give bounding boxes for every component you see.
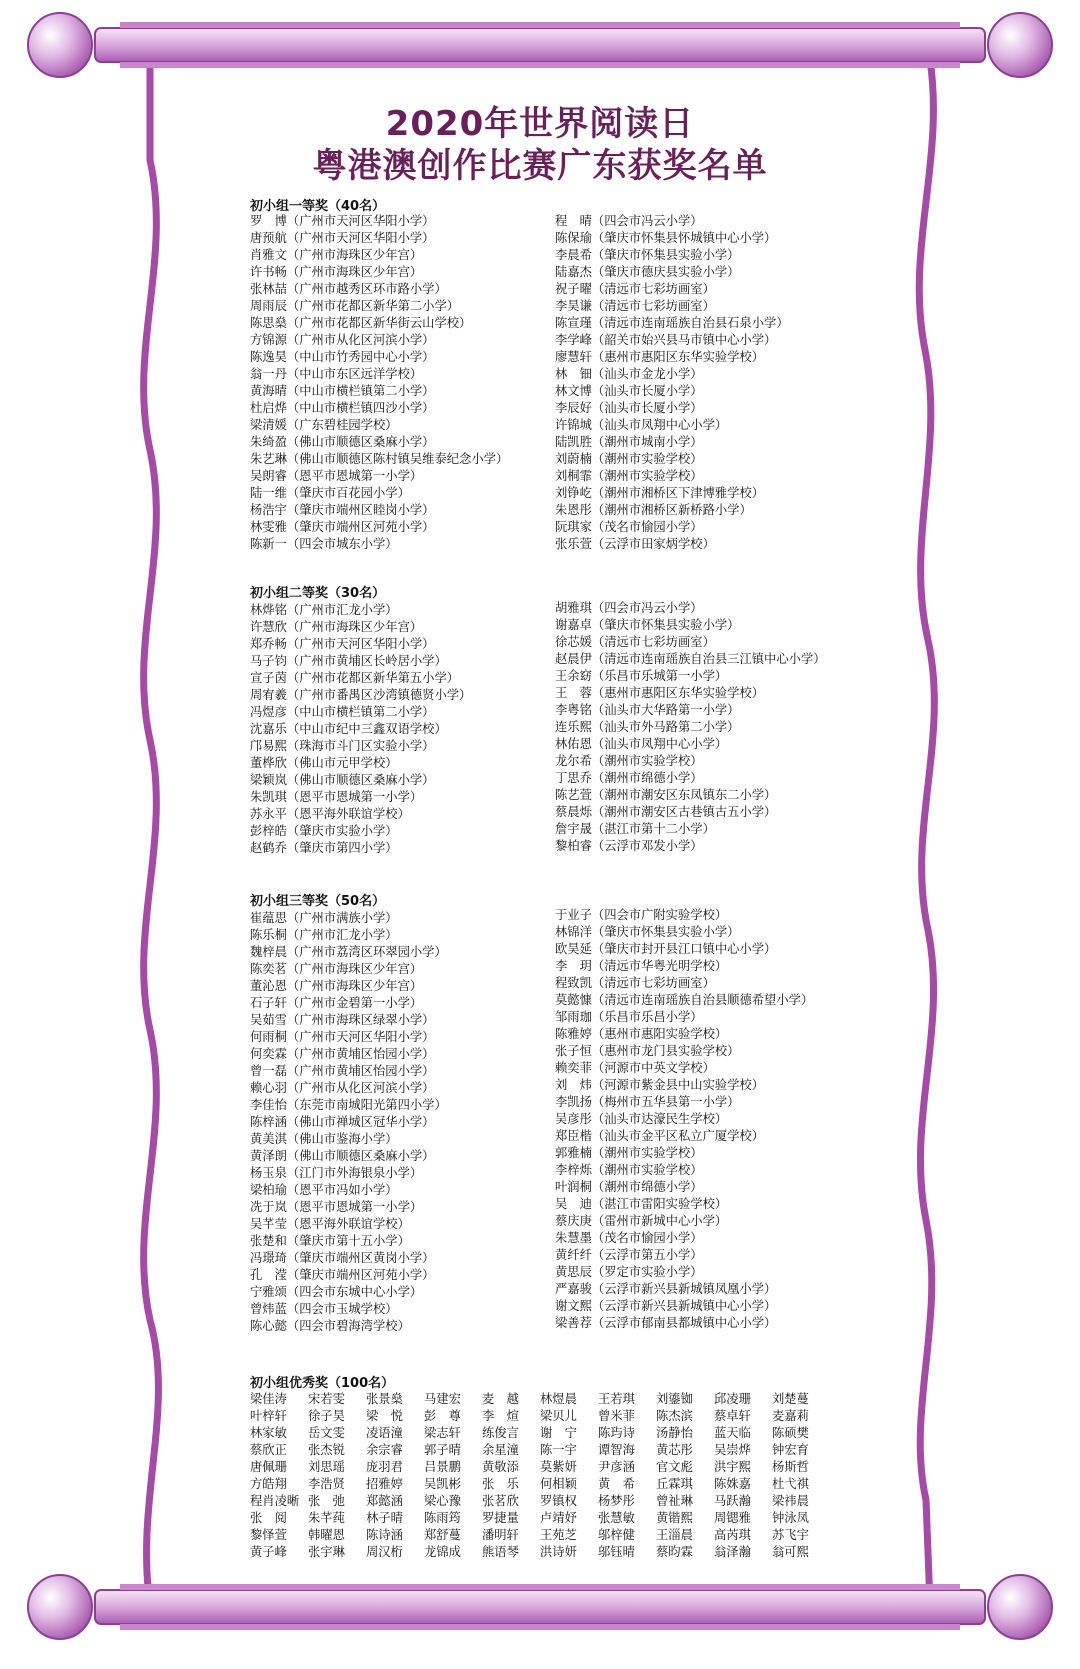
list-item: 庞羽君 <box>366 1460 403 1474</box>
list-item: 梁柏瑜（恩平市冯如小学） <box>250 1183 398 1197</box>
list-item: 周宥羲（广州市番禺区沙湾镇德贤小学） <box>250 688 472 702</box>
list-item: 陆嘉杰（肇庆市德庆县实验小学） <box>555 265 740 279</box>
list-item: 林煜晨 <box>540 1392 577 1406</box>
list-item: 凌语潼 <box>366 1426 403 1440</box>
list-item: 林子晴 <box>366 1511 403 1525</box>
list-item: 程 晴（四会市冯云小学） <box>555 214 703 228</box>
list-item: 林锦洋（肇庆市怀集县实验小学） <box>555 925 740 939</box>
list-item: 曾祉琳 <box>656 1494 693 1508</box>
list-item: 吴凯彬 <box>424 1477 461 1491</box>
list-item: 陈雅婷（惠州市惠阳实验学校） <box>555 1027 728 1041</box>
list-item: 程肖凌晰 <box>250 1494 300 1508</box>
list-item: 赵晨伊（清远市连南瑶族自治县三江镇中心小学） <box>555 652 826 666</box>
list-item: 朱慧墨（茂名市愉园小学） <box>555 1231 703 1245</box>
list-item: 刘思瑶 <box>308 1460 345 1474</box>
list-item: 魏梓晨（广州市荔湾区环翠园小学） <box>250 945 447 959</box>
list-item: 丁思乔（潮州市绵德小学） <box>555 771 703 785</box>
list-item: 张子恒（惠州市龙门县实验学校） <box>555 1044 740 1058</box>
list-item: 严嘉骏（云浮市新兴县新城镇凤凰小学） <box>555 1282 777 1296</box>
list-item: 唐佩珊 <box>250 1460 287 1474</box>
list-item: 陆凯胜（潮州市城南小学） <box>555 435 703 449</box>
list-item: 朱芊莼 <box>308 1511 345 1525</box>
list-item: 张宇琳 <box>308 1545 345 1559</box>
list-item: 陈乐桐（广州市汇龙小学） <box>250 928 398 942</box>
title-line-1: 2020年世界阅读日 <box>385 104 695 144</box>
list-item: 吴芊莹（恩平海外联谊学校） <box>250 1217 410 1231</box>
list-item: 刘铮屹（潮州市湘桥区下津博雅学校） <box>555 486 765 500</box>
list-item: 蔡欣正 <box>250 1443 287 1457</box>
list-item: 许书畅（广州市海珠区少年宫） <box>250 265 423 279</box>
list-item: 石子轩（广州市金碧第一小学） <box>250 996 423 1010</box>
list-item: 林 钿（汕头市金龙小学） <box>555 367 703 381</box>
list-item: 彭 尊 <box>424 1409 461 1423</box>
first-prize-left-column <box>250 213 508 553</box>
list-item: 官文彪 <box>656 1460 693 1474</box>
list-item: 冯璟琦（肇庆市端州区黄岗小学） <box>250 1251 435 1265</box>
list-item: 岳文雯 <box>308 1426 345 1440</box>
list-item: 赖心羽（广州市从化区河滨小学） <box>250 1081 435 1095</box>
list-item: 崔蕴思（广州市满族小学） <box>250 911 398 925</box>
list-item: 余星潼 <box>482 1443 519 1457</box>
list-item: 黄美淇（佛山市鉴海小学） <box>250 1132 398 1146</box>
list-item: 翁一丹（中山市东区远洋学校） <box>250 367 423 381</box>
list-item: 谢 宁 <box>540 1426 577 1440</box>
list-item: 韩曜恩 <box>308 1528 345 1542</box>
list-item: 谢嘉卓（肇庆市怀集县实验小学） <box>555 618 740 632</box>
list-item: 汤静怡 <box>656 1426 693 1440</box>
list-item: 邱凌珊 <box>714 1392 751 1406</box>
list-item: 李佳怡（东莞市南城阳光第四小学） <box>250 1098 447 1112</box>
list-item: 林雯雅（肇庆市端州区河苑小学） <box>250 520 435 534</box>
list-item: 钟宏育 <box>772 1443 809 1457</box>
list-item: 招雅婷 <box>366 1477 403 1491</box>
list-item: 梁心豫 <box>424 1494 461 1508</box>
section-third-prize-title: 初小组三等奖（50名） <box>250 894 386 909</box>
list-item: 王 蓉（惠州市惠阳区东华实验学校） <box>555 686 765 700</box>
list-item: 莫懿慷（清远市连南瑶族自治县顺德希望小学） <box>555 993 814 1007</box>
list-item: 詹宇晟（湛江市第十二小学） <box>555 822 715 836</box>
list-item: 胡雅琪（四会市冯云小学） <box>555 601 703 615</box>
list-item: 张景燊 <box>366 1392 403 1406</box>
list-item: 蔡昀霖 <box>656 1545 693 1559</box>
list-item: 吕景鹏 <box>424 1460 461 1474</box>
list-item: 邬钰晴 <box>598 1545 635 1559</box>
list-item: 黄 希 <box>598 1477 635 1491</box>
list-item: 余宗睿 <box>366 1443 403 1457</box>
list-item: 张杰锐 <box>308 1443 345 1457</box>
list-item: 练俊言 <box>482 1426 519 1440</box>
list-item: 宣子茵（广州市花都区新华第五小学） <box>250 671 460 685</box>
list-item: 郑臣楷（汕头市金平区私立广厦学校） <box>555 1129 765 1143</box>
list-item: 陈梓涵（佛山市禅城区冠华小学） <box>250 1115 435 1129</box>
list-item: 郭子晴 <box>424 1443 461 1457</box>
list-item: 陆一维（肇庆市百花园小学） <box>250 486 410 500</box>
list-item: 黎柏睿（云浮市邓发小学） <box>555 839 703 853</box>
list-item: 林家敏 <box>250 1426 287 1440</box>
list-item: 许慧欣（广州市海珠区少年宫） <box>250 620 423 634</box>
list-item: 邬梓健 <box>598 1528 635 1542</box>
list-item: 刘蔚楠（潮州市实验学校） <box>555 452 703 466</box>
first-prize-right-column <box>555 213 789 553</box>
section-excellence-title: 初小组优秀奖（100名） <box>250 1376 395 1391</box>
list-item: 朱艺琳（佛山市顺德区陈村镇吴维泰纪念小学） <box>250 452 509 466</box>
list-item: 欧昊延（肇庆市封开县江口镇中心小学） <box>555 942 777 956</box>
list-item: 王苑芝 <box>540 1528 577 1542</box>
title-line-2: 粤港澳创作比赛广东获奖名单 <box>312 146 768 186</box>
list-item: 黄芯彤 <box>656 1443 693 1457</box>
list-item: 陈思燊（广州市花都区新华街云山学校） <box>250 316 472 330</box>
list-item: 陈雨筠 <box>424 1511 461 1525</box>
list-item: 梁佳涛 <box>250 1392 287 1406</box>
list-item: 梁清媛（广东碧桂园学校） <box>250 418 398 432</box>
list-item: 李梓烁（潮州市实验学校） <box>555 1163 703 1177</box>
list-item: 吴崇烨 <box>714 1443 751 1457</box>
list-item: 蔡卓轩 <box>714 1409 751 1423</box>
list-item: 程致凯（清远市七彩坊画室） <box>555 976 715 990</box>
list-item: 李昊谦（清远市七彩坊画室） <box>555 299 715 313</box>
list-item: 曾炜蓝（四会市玉城学校） <box>250 1302 398 1316</box>
list-item: 曾米菲 <box>598 1409 635 1423</box>
list-item: 黄泽朗（佛山市顺德区桑麻小学） <box>250 1149 435 1163</box>
list-item: 黄思辰（罗定市实验小学） <box>555 1265 703 1279</box>
list-item: 黄海晴（中山市横栏镇第二小学） <box>250 384 435 398</box>
list-item: 杨斯哲 <box>772 1460 809 1474</box>
list-item: 王余窈（乐昌市乐城第一小学） <box>555 669 728 683</box>
list-item: 尹彦涵 <box>598 1460 635 1474</box>
list-item: 陈宣瑾（清远市连南瑶族自治县石泉小学） <box>555 316 789 330</box>
list-item: 谭智海 <box>598 1443 635 1457</box>
list-item: 黄锴熙 <box>656 1511 693 1525</box>
list-item: 陈保瑜（肇庆市怀集县怀城镇中心小学） <box>555 231 777 245</box>
list-item: 丘霖琪 <box>656 1477 693 1491</box>
list-item: 苏飞宇 <box>772 1528 809 1542</box>
list-item: 卢靖妤 <box>540 1511 577 1525</box>
list-item: 苏永平（恩平海外联谊学校） <box>250 807 410 821</box>
list-item: 刘楚蔓 <box>772 1392 809 1406</box>
list-item: 陈杰滨 <box>656 1409 693 1423</box>
list-item: 陈一宇 <box>540 1443 577 1457</box>
list-item: 张楚和（肇庆市第十五小学） <box>250 1234 410 1248</box>
list-item: 陈奕茗（广州市海珠区少年宫） <box>250 962 423 976</box>
list-item: 罗 博（广州市天河区华阳小学） <box>250 214 435 228</box>
list-item: 郑乔畅（广州市天河区华阳小学） <box>250 637 435 651</box>
list-item: 李 玥（清远市华粤光明学校） <box>555 959 728 973</box>
list-item: 李浩贤 <box>308 1477 345 1491</box>
list-item: 林烨铭（广州市汇龙小学） <box>250 603 398 617</box>
list-item: 洪宇熙 <box>714 1460 751 1474</box>
list-item: 陈新一（四会市城东小学） <box>250 537 398 551</box>
list-item: 陈玙诗 <box>598 1426 635 1440</box>
list-item: 赖奕菲（河源市中英文学校） <box>555 1061 715 1075</box>
list-item: 高芮琪 <box>714 1528 751 1542</box>
list-item: 钟泳凤 <box>772 1511 809 1525</box>
list-item: 周锶雅 <box>714 1511 751 1525</box>
list-item: 徐芯媛（清远市七彩坊画室） <box>555 635 715 649</box>
list-item: 何雨桐（广州市天河区华阳小学） <box>250 1030 435 1044</box>
list-item: 蓝天临 <box>714 1426 751 1440</box>
list-item: 陈硕樊 <box>772 1426 809 1440</box>
list-item: 彭梓皓（肇庆市实验小学） <box>250 824 398 838</box>
list-item: 黎怿萱 <box>250 1528 287 1542</box>
list-item: 杨浩宇（肇庆市端州区睦岗小学） <box>250 503 435 517</box>
list-item: 何奕霖（广州市黄埔区怡园小学） <box>250 1047 435 1061</box>
list-item: 刘 炜（河源市紫金县中山实验学校） <box>555 1078 765 1092</box>
list-item: 叶润桐（潮州市绵德小学） <box>555 1180 703 1194</box>
list-item: 李凯扬（梅州市五华县第一小学） <box>555 1095 740 1109</box>
list-item: 董桦欣（佛山市元甲学校） <box>250 756 398 770</box>
list-item: 陈姝嘉 <box>714 1477 751 1491</box>
list-item: 马建宏 <box>424 1392 461 1406</box>
list-item: 郑懿涵 <box>366 1494 403 1508</box>
list-item: 翁泽瀚 <box>714 1545 751 1559</box>
list-item: 连乐熙（汕头市外马路第二小学） <box>555 720 740 734</box>
list-item: 吴茹雪（广州市海珠区绿翠小学） <box>250 1013 435 1027</box>
list-item: 张 弛 <box>308 1494 345 1508</box>
third-prize-left-column <box>250 910 447 1335</box>
list-item: 董沁恩（广州市海珠区少年宫） <box>250 979 423 993</box>
list-item: 黄敬添 <box>482 1460 519 1474</box>
list-item: 朱恩彤（潮州市湘桥区新桥路小学） <box>555 503 752 517</box>
second-prize-right-column <box>555 600 826 855</box>
list-item: 梁 悦 <box>366 1409 403 1423</box>
list-item: 陈心懿（四会市碧海湾学校） <box>250 1319 410 1333</box>
list-item: 沈嘉乐（中山市纪中三鑫双语学校） <box>250 722 447 736</box>
list-item: 郑舒蔓 <box>424 1528 461 1542</box>
list-item: 杨梦彤 <box>598 1494 635 1508</box>
third-prize-right-column <box>555 907 813 1332</box>
list-item: 徐子昊 <box>308 1409 345 1423</box>
section-second-prize-title: 初小组二等奖（30名） <box>250 586 386 601</box>
list-item: 赵鹤乔（肇庆市第四小学） <box>250 841 398 855</box>
list-item: 周汉桁 <box>366 1545 403 1559</box>
list-item: 蔡庆庚（雷州市新城中心小学） <box>555 1214 728 1228</box>
list-item: 叶梓轩 <box>250 1409 287 1423</box>
list-item: 宋若雯 <box>308 1392 345 1406</box>
list-item: 廖慧轩（惠州市惠阳区东华实验学校） <box>555 350 765 364</box>
list-item: 张林喆（广州市越秀区环市路小学） <box>250 282 447 296</box>
list-item: 朱凯琪（恩平市恩城第一小学） <box>250 790 423 804</box>
list-item: 谢文熙（云浮市新兴县新城镇中心小学） <box>555 1299 777 1313</box>
list-item: 马跃瀚 <box>714 1494 751 1508</box>
list-item: 潘明轩 <box>482 1528 519 1542</box>
list-item: 杨玉泉（江门市外海银泉小学） <box>250 1166 423 1180</box>
list-item: 祝子曜（清远市七彩坊画室） <box>555 282 715 296</box>
list-item: 宁雅颂（四会市东城中心小学） <box>250 1285 423 1299</box>
list-item: 阮琪家（茂名市愉园小学） <box>555 520 703 534</box>
list-item: 孔 滢（肇庆市端州区河苑小学） <box>250 1268 435 1282</box>
list-item: 王若琪 <box>598 1392 635 1406</box>
list-item: 于业子（四会市广附实验学校） <box>555 908 728 922</box>
list-item: 刘鎏铷 <box>656 1392 693 1406</box>
list-item: 陈诗涵 <box>366 1528 403 1542</box>
list-item: 张慧敏 <box>598 1511 635 1525</box>
list-item: 梁善荐（云浮市郁南县都城镇中心小学） <box>555 1316 777 1330</box>
list-item: 吴彦彤（汕头市达濠民生学校） <box>555 1112 728 1126</box>
list-item: 冼于岚（恩平市恩城第一小学） <box>250 1200 423 1214</box>
list-item: 冯煜彦（中山市横栏镇第二小学） <box>250 705 435 719</box>
list-item: 张 阅 <box>250 1511 287 1525</box>
list-item: 张 乐 <box>482 1477 519 1491</box>
list-item: 杜启烨（中山市横栏镇四沙小学） <box>250 401 435 415</box>
list-item: 邹雨珈（乐昌市乐昌小学） <box>555 1010 703 1024</box>
list-item: 方锦源（广州市从化区河滨小学） <box>250 333 435 347</box>
list-item: 邝易熙（珠海市斗门区实验小学） <box>250 739 435 753</box>
list-item: 刘桐霏（潮州市实验学校） <box>555 469 703 483</box>
list-item: 何相颖 <box>540 1477 577 1491</box>
list-item: 罗镇权 <box>540 1494 577 1508</box>
list-item: 马子钧（广州市黄埔区长岭居小学） <box>250 654 447 668</box>
list-item: 李 煊 <box>482 1409 519 1423</box>
list-item: 梁志轩 <box>424 1426 461 1440</box>
excellence-name-grid <box>250 1391 830 1561</box>
list-item: 陈艺萱（潮州市潮安区东凤镇东二小学） <box>555 788 777 802</box>
list-item: 张乐萱（云浮市田家炳学校） <box>555 537 715 551</box>
list-item: 李辰好（汕头市长厦小学） <box>555 401 703 415</box>
list-item: 肖雅文（广州市海珠区少年宫） <box>250 248 423 262</box>
section-first-prize-title: 初小组一等奖（40名） <box>250 199 386 214</box>
list-item: 梁颖岚（佛山市顺德区桑麻小学） <box>250 773 435 787</box>
list-item: 林佑恩（汕头市凤翔中心小学） <box>555 737 728 751</box>
list-item: 莫紫妍 <box>540 1460 577 1474</box>
list-item: 周雨辰（广州市花都区新华第二小学） <box>250 299 460 313</box>
list-item: 方皓翔 <box>250 1477 287 1491</box>
list-item: 罗捷量 <box>482 1511 519 1525</box>
list-item: 李粤铭（汕头市大华路第一小学） <box>555 703 740 717</box>
list-item: 梁祎晨 <box>772 1494 809 1508</box>
list-item: 李学峰（韶关市始兴县马市镇中心小学） <box>555 333 777 347</box>
list-item: 吴朗睿（恩平市恩城第一小学） <box>250 469 423 483</box>
list-item: 唐预航（广州市天河区华阳小学） <box>250 231 435 245</box>
list-item: 杜弋祺 <box>772 1477 809 1491</box>
list-item: 黄纤纤（云浮市第五小学） <box>555 1248 703 1262</box>
list-item: 吴 迪（湛江市雷阳实验学校） <box>555 1197 728 1211</box>
list-item: 龙尔希（潮州市实验学校） <box>555 754 703 768</box>
list-item: 洪诗妍 <box>540 1545 577 1559</box>
list-item: 麦嘉莉 <box>772 1409 809 1423</box>
list-item: 郭雅楠（潮州市实验学校） <box>555 1146 703 1160</box>
list-item: 熊语琴 <box>482 1545 519 1559</box>
list-item: 王淄晨 <box>656 1528 693 1542</box>
list-item: 黄子峰 <box>250 1545 287 1559</box>
list-item: 翁可熙 <box>772 1545 809 1559</box>
list-item: 朱绮盈（佛山市顺德区桑麻小学） <box>250 435 435 449</box>
list-item: 李晨希（肇庆市怀集县实验小学） <box>555 248 740 262</box>
list-item: 张茗欣 <box>482 1494 519 1508</box>
list-item: 林文博（汕头市长厦小学） <box>555 384 703 398</box>
list-item: 曾一磊（广州市黄埔区怡园小学） <box>250 1064 435 1078</box>
list-item: 麦 越 <box>482 1392 519 1406</box>
list-item: 梁贝儿 <box>540 1409 577 1423</box>
second-prize-left-column <box>250 602 471 857</box>
list-item: 陈逸昊（中山市竹秀园中心小学） <box>250 350 435 364</box>
list-item: 蔡晨烁（潮州市潮安区古巷镇古五小学） <box>555 805 777 819</box>
list-item: 许锦城（汕头市凤翔中心小学） <box>555 418 728 432</box>
list-item: 龙锦成 <box>424 1545 461 1559</box>
